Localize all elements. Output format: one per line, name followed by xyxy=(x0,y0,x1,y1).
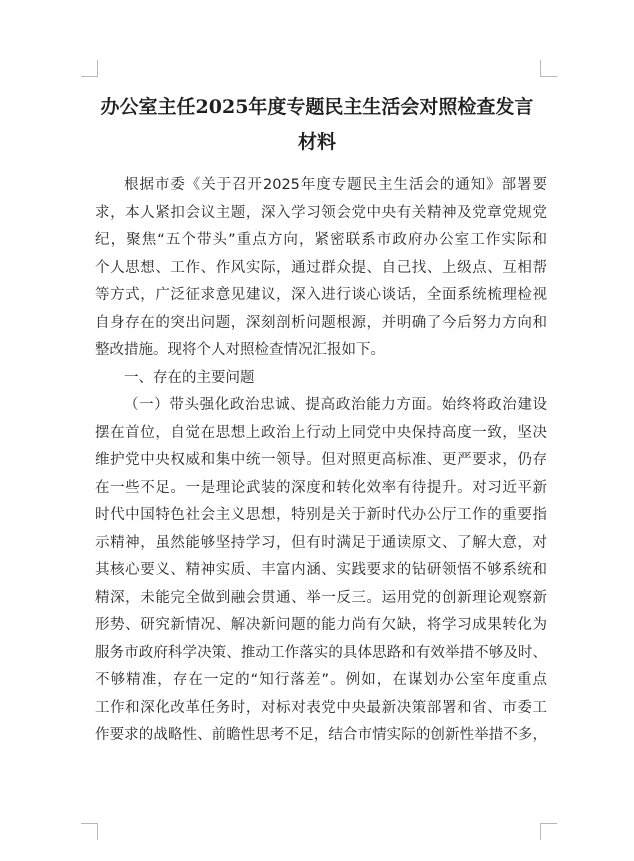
paragraph-line: 精深，未能完全做到融会贯通、举一反三。运用党的创新理论观察新 xyxy=(95,589,547,606)
paragraph-line: 求，本人紧扣会议主题，深入学习领会党中央有关精神及党章党规党 xyxy=(95,204,547,221)
paragraph-line: 在一些不足。一是理论武装的深度和转化效率有待提升。对习近平新 xyxy=(95,479,547,496)
paragraph-line: 等方式，广泛征求意见建议，深入进行谈心谈话，全面系统梳理检视 xyxy=(95,287,547,303)
crop-mark-top-right xyxy=(540,60,557,77)
document-title xyxy=(90,90,544,160)
paragraph-line: 个人思想、工作、作风实际，通过群众提、自己找、上级点、互相帮 xyxy=(95,259,547,276)
paragraph-line: 整改措施。现将个人对照检查情况汇报如下。 xyxy=(95,342,385,358)
paragraph-line: 服务市政府科学决策、推动工作落实的具体思路和有效举措不够及时、 xyxy=(95,644,547,661)
section-heading: 一、存在的主要问题 xyxy=(124,369,255,386)
paragraph-line: 维护党中央权威和集中统一领导。但对照更高标准、更严要求，仍存 xyxy=(95,452,547,468)
paragraph-line: 形势、研究新情况、解决新问题的能力尚有欠缺，将学习成果转化为 xyxy=(95,617,547,633)
crop-mark-top-left xyxy=(81,60,98,77)
paragraph-line: 纪，聚焦“五个带头”重点方向，紧密联系市政府办公室工作实际和 xyxy=(95,232,547,248)
paragraph-line: （一）带头强化政治忠诚、提高政治能力方面。始终将政治建设 xyxy=(124,397,547,413)
paragraph-line: 不够精准，存在一定的“知行落差”。例如，在谋划办公室年度重点 xyxy=(95,672,547,688)
paragraph-line: 工作和深化改革任务时，对标对表党中央最新决策部署和省、市委工 xyxy=(95,699,547,716)
paragraph-line: 时代中国特色社会主义思想，特别是关于新时代办公厅工作的重要指 xyxy=(95,507,547,523)
paragraph-line: 自身存在的突出问题，深刻剖析问题根源，并明确了今后努力方向和 xyxy=(95,314,547,331)
title-line: 材料 xyxy=(297,131,336,153)
paragraph-line: 示精神，虽然能够坚持学习，但有时满足于通读原文、了解大意，对 xyxy=(95,534,547,551)
paragraph-line: 其核心要义、精神实质、丰富内涵、实践要求的钻研领悟不够系统和 xyxy=(95,562,547,578)
paragraph-line: 根据市委《关于召开2025年度专题民主生活会的通知》部署要 xyxy=(124,177,547,193)
paragraph-line: 摆在首位，自觉在思想上政治上行动上同党中央保持高度一致，坚决 xyxy=(95,424,547,441)
crop-mark-bottom-right xyxy=(540,823,557,840)
document-body xyxy=(95,172,547,750)
title-line: 办公室主任2025年度专题民主生活会对照检查发言 xyxy=(100,96,534,118)
crop-mark-bottom-left xyxy=(81,823,98,840)
paragraph-line: 作要求的战略性、前瞻性思考不足，结合市情实际的创新性举措不多， xyxy=(95,727,547,743)
